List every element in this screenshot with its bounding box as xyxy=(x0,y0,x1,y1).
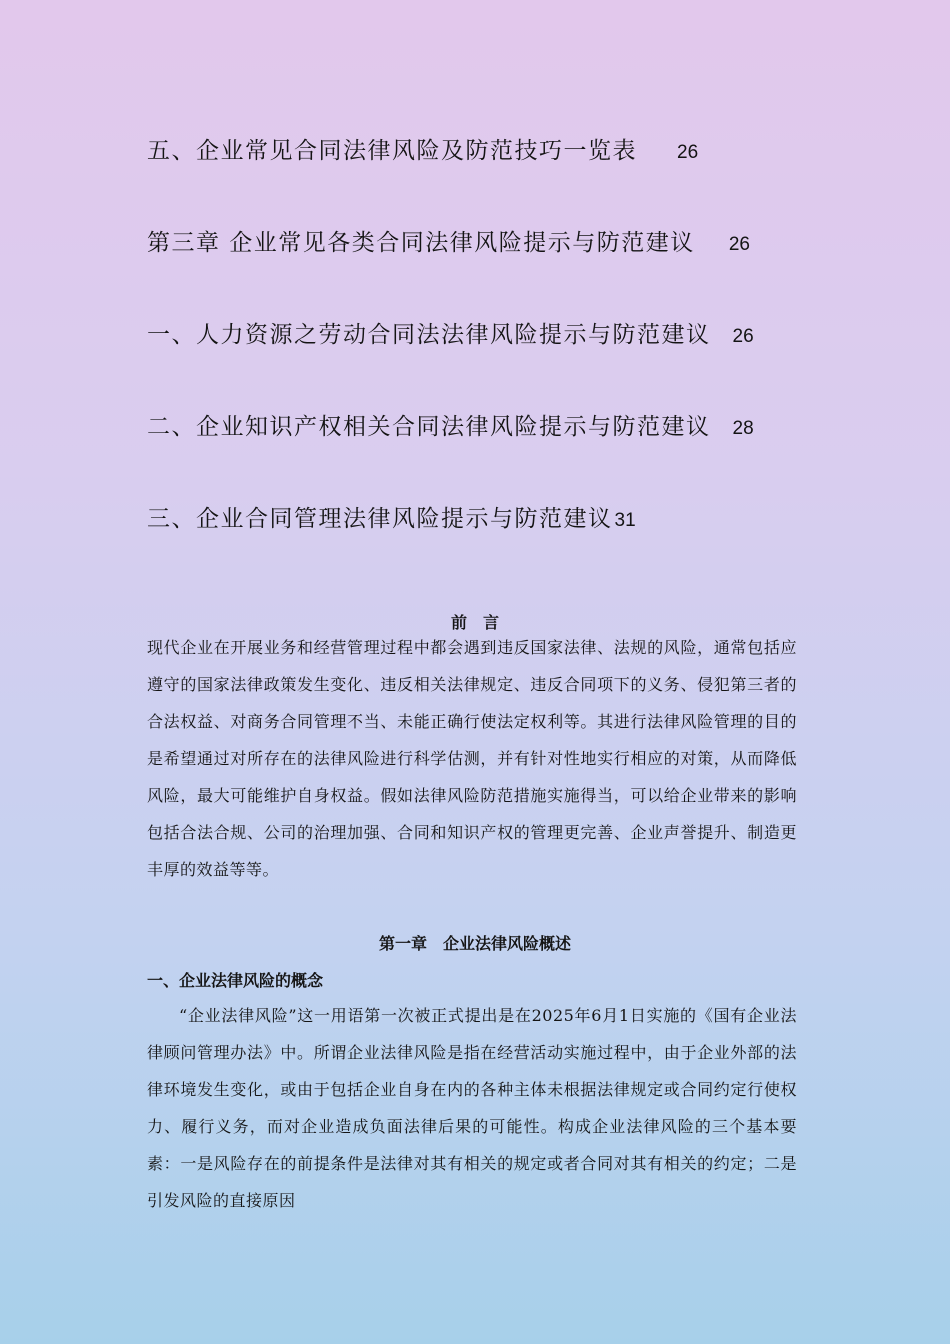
preface-body: 现代企业在开展业务和经营管理过程中都会遇到违反国家法律、法规的风险，通常包括应遵守的国家法律政策发生变化、违反相关法律规定、违反合同项下的义务、侵犯第三者的合法权益、对商务合同管理不当、未能正确行使法定权利等。其进行法律风险管理的目的是希望通过对所存在的法律风险进行科学估测，并有针对性地实行相应的对策，从而降低风险，最大可能维护自身权益。假如法律风险防范措施实施得当，可以给企业带来的影响包括合法合规、公司的治理加强、合同和知识产权的管理更完善、企业声誉提升、制造更丰厚的效益等等。 xyxy=(147,638,797,879)
section-body: “企业法律风险”这一用语第一次被正式提出是在2025年6月1日实施的《国有企业法律顾问管理办法》中。所谓企业法律风险是指在经营活动实施过程中，由于企业外部的法律环境发生变化，或由于包括企业自身在内的各种主体未根据法律规定或合同约定行使权力、履行义务，而对企业造成负面法律后果的可能性。构成企业法律风险的三个基本要素：一是风险存在的前提条件是法律对其有相关的规定或者合同对其有相关的约定；二是引发风险的直接原因 xyxy=(147,1006,797,1210)
toc-entry-text: 五、企业常见合同法律风险及防范技巧一览表 xyxy=(147,138,637,164)
toc-entry[interactable] xyxy=(147,499,636,539)
toc-entry-page: 31 xyxy=(614,510,636,531)
toc-entry-page: 28 xyxy=(732,418,754,439)
toc-entry-page: 26 xyxy=(728,234,750,255)
toc-entry-text: 第三章 企业常见各类合同法律风险提示与防范建议 xyxy=(147,230,695,256)
toc-entry-text: 三、企业合同管理法律风险提示与防范建议 xyxy=(147,506,613,532)
toc-entry-page: 26 xyxy=(677,142,699,163)
toc-entry[interactable] xyxy=(147,131,698,171)
toc-entry-text: 一、人力资源之劳动合同法法律风险提示与防范建议 xyxy=(147,322,711,348)
toc-entry-page: 26 xyxy=(732,326,754,347)
toc-entry[interactable] xyxy=(147,223,750,263)
toc-entry[interactable] xyxy=(147,407,754,447)
chapter-title: 第一章 企业法律风险概述 xyxy=(378,934,571,953)
preface-title: 前 言 xyxy=(450,613,499,632)
section-heading: 一、企业法律风险的概念 xyxy=(147,971,324,990)
toc-entry[interactable] xyxy=(147,315,754,355)
toc-entry-text: 二、企业知识产权相关合同法律风险提示与防范建议 xyxy=(147,414,711,440)
